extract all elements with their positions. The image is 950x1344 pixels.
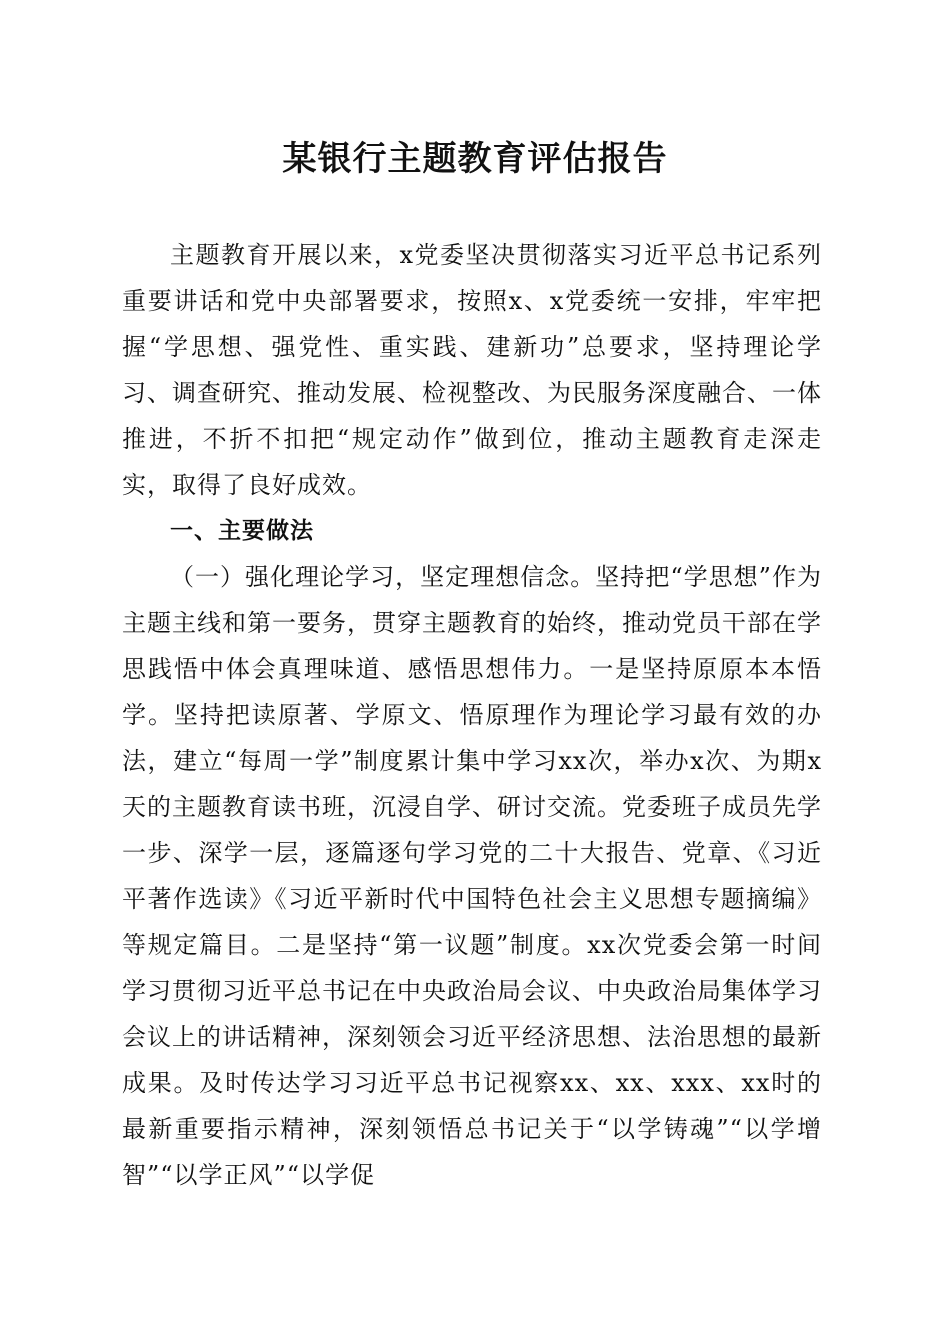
- intro-paragraph: 主题教育开展以来，x党委坚决贯彻落实习近平总书记系列重要讲话和党中央部署要求，按照x、x党委统一安排，牢牢把握“学思想、强党性、重实践、建新功”总要求，坚持理论学习、调查研究、推动发展、检视整改、为民服务深度融合、一体推进，不折不扣把“规定动作”做到位，推动主题教育走深走实，取得了良好成效。: [122, 241, 822, 499]
- subsection-paragraph: （一）强化理论学习，坚定理想信念。坚持把“学思想”作为主题主线和第一要务，贯穿主题教育的始终，推动党员干部在学思践悟中体会真理味道、感悟思想伟力。一是坚持原原本本悟学。坚持把读原著、学原文、悟原理作为理论学习最有效的办法，建立“每周一学”制度累计集中学习xx次，举办x次、为期x天的主题教育读书班，沉浸自学、研讨交流。党委班子成员先学一步、深学一层，逐篇逐句学习党的二十大报告、党章、《习近平著作选读》《习近平新时代中国特色社会主义思想专题摘编》等规定篇目。二是坚持“第一议题”制度。xx次党委会第一时间学习贯彻习近平总书记在中央政治局会议、中央政治局集体学习会议上的讲话精神，深刻领会习近平经济思想、法治思想的最新成果。及时传达学习习近平总书记视察xx、xx、xxx、xx时的最新重要指示精神，深刻领悟总书记关于“以学铸魂”“以学增智”“以学正风”“以学促: [122, 563, 822, 1189]
- document-body: [122, 232, 822, 1198]
- document-title: 某银行主题教育评估报告: [282, 139, 668, 179]
- section-heading: 一、主要做法: [170, 518, 314, 544]
